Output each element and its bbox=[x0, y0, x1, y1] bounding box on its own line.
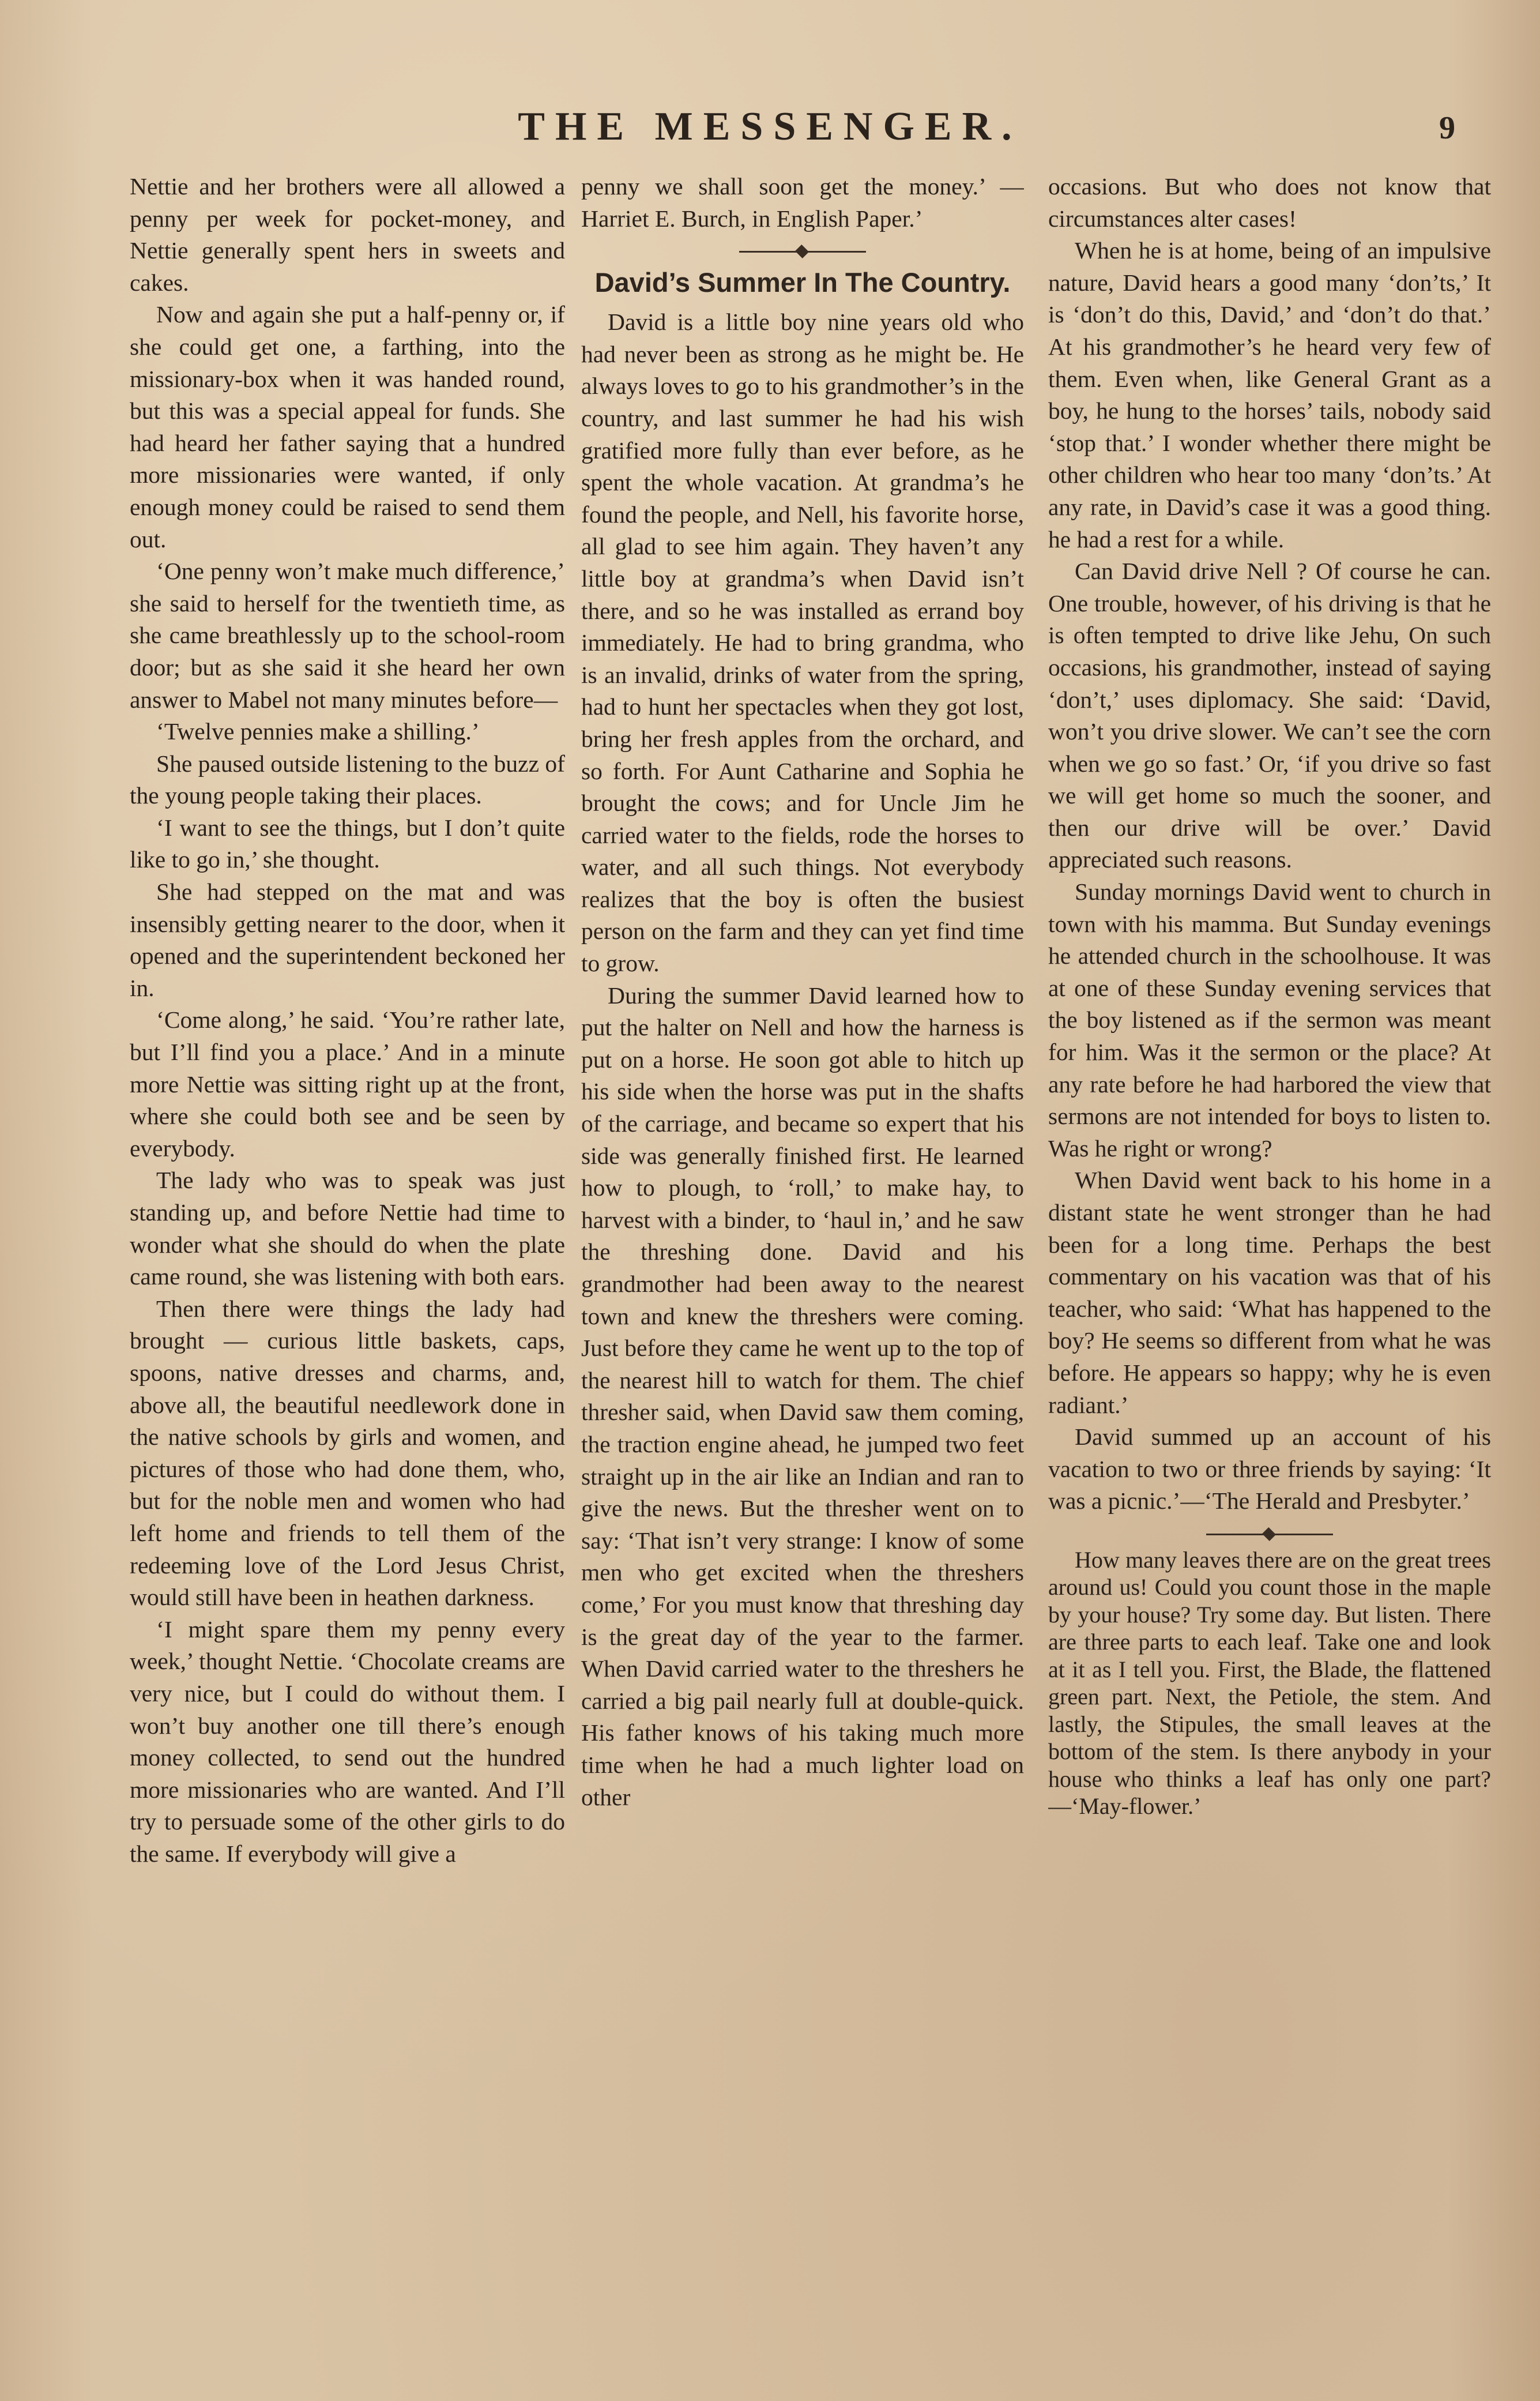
paragraph: ‘I want to see the things, but I don’t quite like to go in,’ she thought. bbox=[130, 814, 565, 873]
section-divider bbox=[1206, 1528, 1333, 1540]
paragraph: Now and again she put a half-penny or, if she could get one, a farthing, into the missionary-box when it was handed round, but this was a special appeal for funds. She had heard her father saying that a hundred more missionaries were wanted, if only enough money could be raised to send them out. bbox=[130, 301, 565, 553]
paragraph: When he is at home, being of an impulsive nature, David hears a good many ‘don’ts,’ It is ‘don’t do this, David,’ and ‘don’t do that.’ At his grandmother’s he heard very few of them. Even when, like General Grant as a boy, he hung to the horses’ tails, nobody said ‘stop that.’ I wonder whether there might be other children who hear too many ‘don’ts.’ At any rate, in David’s case it was a good thing. he had a rest for a while. bbox=[1048, 237, 1491, 553]
paragraph: ‘One penny won’t make much difference,’ she said to herself for the twentieth time, as she came breathlessly up to the school-room door; but as she said it she heard her own answer to Mabel not many minutes before— bbox=[130, 558, 565, 713]
paragraph: During the summer David learned how to put the halter on Nell and how the harness is put on a horse. He soon got able to hitch up his side when the horse was put in the shafts of the carriage, and became so expert that his side was generally finished first. He learned how to plough, to ‘roll,’ to make hay, to harvest with a binder, to ‘haul in,’ and he saw the threshing done. David and his grandmother had been away to the nearest town and knew the threshers were coming. Just before they came he went up to the top of the nearest hill to watch for them. The chief thresher said, when David saw them coming, the traction engine ahead, he jumped two feet straight up in the air like an Indian and ran to give the news. But the thresher went on to say: ‘That isn’t very strange: I know of some men who get excited when the threshers come,’ For you must know that threshing day is the great day of the year to the farmer. When David carried water to the threshers he carried a big pail nearly full at double-quick. His father knows of his taking much more time when he had a much lighter load on other bbox=[581, 982, 1024, 1810]
paragraph: The lady who was to speak was just standing up, and before Nettie had time to wonder what she should do when the plate came round, she was listening with both ears. bbox=[130, 1167, 565, 1290]
paragraph: David is a little boy nine years old who had never been as strong as he might be. He always loves to go to his grandmother’s in the country, and last summer he had his wish gratified more fully than ever before, as he spent the whole vacation. At grandma’s he found the people, and Nell, his favorite horse, all glad to see him again. They haven’t any little boy at grandma’s when David isn’t there, and so he was installed as errand boy immediately. He had to bring grandma, who is an invalid, drinks of water from the spring, had to hunt her spectacles when they got lost, bring her fresh apples from the orchard, and so forth. For Aunt Catharine and Sophia he brought the cows; and for Uncle Jim he carried water to the fields, rode the horses to water, and all such things. Not everybody realizes that the boy is often the busiest person on the farm and they can yet find time to grow. bbox=[581, 309, 1024, 977]
paragraph: Can David drive Nell ? Of course he can. One trouble, however, of his driving is that he is often tempted to drive like Jehu, On such occasions, his grandmother, instead of saying ‘don’t,’ uses diplomacy. She said: ‘David, won’t you drive slower. We can’t see the corn when we go so fast.’ Or, ‘if you drive so fast we will get home so much the sooner, and then our drive will be over.’ David appreciated such reasons. bbox=[1048, 558, 1491, 873]
page-number: 9 bbox=[1439, 110, 1455, 146]
paragraph: How many leaves there are on the great trees around us! Could you count those in the maple by your house? Try some day. But listen. There are three parts to each leaf. Take one and look at it as I tell you. First, the Blade, the flattened green part. Next, the Petiole, the stem. And lastly, the Stipules, the small leaves at the bottom of the stem. Is there anybody in your house who thinks a leaf has only one part?—‘May-flower.’ bbox=[1048, 1546, 1491, 1820]
paragraph: ‘I might spare them my penny every week,’ thought Nettie. ‘Chocolate creams are very nice, but I could do without them. I won’t buy another one till there’s enough money collected, to send out the hundred more missionaries who are wanted. And I’ll try to persuade some of the other girls to do the same. If everybody will give a bbox=[130, 1615, 565, 1867]
column-left bbox=[130, 171, 565, 2305]
paragraph: ‘Come along,’ he said. ‘You’re rather late, but I’ll find you a place.’ And in a minute more Nettie was sitting right up at the front, where she could both see and be seen by everybody. bbox=[130, 1006, 565, 1162]
paragraph: Nettie and her brothers were all allowed a penny per week for pocket-money, and Nettie generally spent hers in sweets and cakes. bbox=[130, 173, 565, 296]
column-middle bbox=[581, 171, 1024, 2305]
paragraph: Then there were things the lady had brought — curious little baskets, caps, spoons, native dresses and charms, and, above all, the beautiful needlework done in the native schools by girls and women, and pictures of those who had done them, who, but for the noble men and women who had left home and friends to tell them of the redeeming love of the Lord Jesus Christ, would still have been in heathen darkness. bbox=[130, 1295, 565, 1611]
section-divider bbox=[739, 245, 866, 258]
column-right bbox=[1048, 171, 1491, 2305]
paragraph: She paused outside listening to the buzz of the young people taking their places. bbox=[130, 750, 565, 809]
article-title: David’s Summer In The Country. bbox=[594, 267, 1011, 298]
continued-paragraph: penny we shall soon get the money.’ — Harriet E. Burch, in English Paper.’ bbox=[581, 173, 1024, 232]
paragraph: When David went back to his home in a distant state he went stronger than he had been for a long time. Perhaps the best commentary on his vacation was that of his teacher, who said: ‘What has happened to the boy? He seems so different from what he was before. He appears so happy; why he is even radiant.’ bbox=[1048, 1167, 1491, 1418]
paragraph: ‘Twelve pennies make a shilling.’ bbox=[156, 718, 480, 745]
paragraph: David summed up an account of his vacation to two or three friends by saying: ‘It was a picnic.’—‘The Herald and Presbyter.’ bbox=[1048, 1423, 1491, 1515]
paragraph: She had stepped on the mat and was insensibly getting nearer to the door, when it opened and the superintendent beckoned her in. bbox=[130, 878, 565, 1001]
continued-paragraph: occasions. But who does not know that circumstances alter cases! bbox=[1048, 173, 1491, 232]
masthead-title: THE MESSENGER. bbox=[518, 104, 1022, 149]
paragraph: Sunday mornings David went to church in town with his mamma. But Sunday evenings he attended church in the schoolhouse. It was at one of these Sunday evening services that the boy listened as if the sermon was meant for him. Was it the sermon or the place? At any rate before he had harbored the view that sermons are not intended for boys to listen to. Was he right or wrong? bbox=[1048, 878, 1491, 1162]
